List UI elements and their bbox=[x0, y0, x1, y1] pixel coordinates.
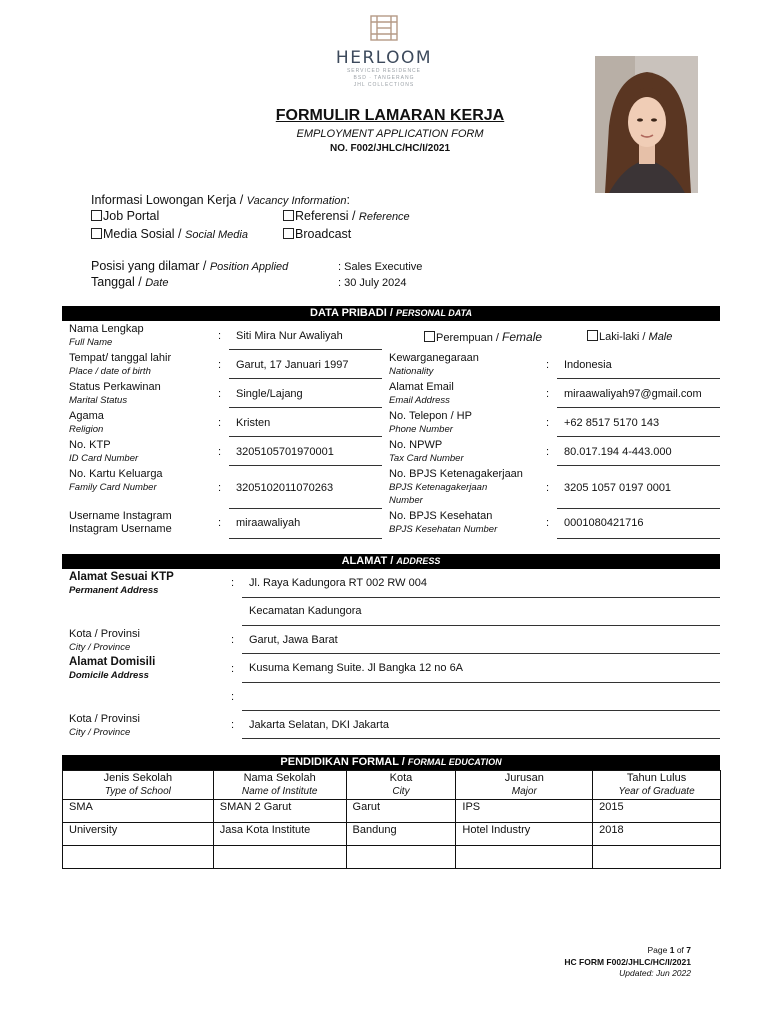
full-name-label: Nama Lengkap Full Name bbox=[69, 323, 144, 348]
logo-name: HERLOOM bbox=[335, 48, 433, 68]
colon: : bbox=[231, 719, 235, 731]
divider bbox=[557, 407, 720, 408]
npwp-value: 80.017.194 4-443.000 bbox=[564, 446, 672, 458]
applicant-photo bbox=[595, 56, 698, 193]
logo-line2: BSD · TANGERANG bbox=[353, 75, 415, 81]
divider bbox=[229, 407, 382, 408]
divider bbox=[557, 378, 720, 379]
colon: : bbox=[546, 482, 550, 494]
table-row bbox=[63, 846, 721, 869]
city-label-2: Kota / Provinsi City / Province bbox=[69, 713, 140, 738]
divider bbox=[557, 508, 720, 509]
colon: : bbox=[218, 446, 222, 458]
colon: : bbox=[218, 388, 222, 400]
kk-label: No. Kartu Keluarga Family Card Number bbox=[69, 468, 163, 493]
date-label: Tanggal / Date bbox=[91, 275, 169, 289]
colon: : bbox=[231, 663, 235, 675]
bpjs-tk-value: 3205 1057 0197 0001 bbox=[564, 482, 672, 494]
table-cell: University bbox=[63, 823, 214, 846]
full-name-value: Siti Mira Nur Awaliyah bbox=[236, 330, 343, 342]
herloom-logo-icon bbox=[369, 14, 399, 42]
divider bbox=[557, 436, 720, 437]
ktp-address-line1: Jl. Raya Kadungora RT 002 RW 004 bbox=[249, 577, 427, 589]
nationality-label: Kewarganegaraan Nationality bbox=[389, 352, 479, 377]
section-header-education: PENDIDIKAN FORMAL / FORMAL EDUCATION bbox=[62, 755, 720, 770]
table-cell bbox=[593, 846, 721, 869]
instagram-label: Username Instagram Instagram Username bbox=[69, 510, 172, 535]
education-table bbox=[62, 770, 721, 869]
checkbox-female[interactable] bbox=[424, 331, 435, 342]
option-referensi[interactable]: Referensi / Reference bbox=[283, 209, 410, 223]
table-row bbox=[63, 823, 721, 846]
colon: : bbox=[546, 417, 550, 429]
colon: : bbox=[231, 634, 235, 646]
colon: : bbox=[218, 417, 222, 429]
column-header: Nama Sekolah Name of Institute bbox=[213, 771, 346, 800]
city-value-1: Garut, Jawa Barat bbox=[249, 634, 338, 646]
ktp-address-label: Alamat Sesuai KTP Permanent Address bbox=[69, 571, 174, 596]
city-value-2: Jakarta Selatan, DKI Jakarta bbox=[249, 719, 390, 731]
phone-value: +62 8517 5170 143 bbox=[564, 417, 660, 429]
form-number: NO. F002/JHLC/HC/I/2021 bbox=[329, 143, 451, 154]
column-header: Jenis Sekolah Type of School bbox=[63, 771, 214, 800]
table-row bbox=[63, 800, 721, 823]
instagram-value: miraawaliyah bbox=[236, 517, 301, 529]
divider bbox=[242, 738, 720, 739]
option-broadcast[interactable]: Broadcast bbox=[283, 227, 351, 241]
form-subtitle: EMPLOYMENT APPLICATION FORM bbox=[296, 128, 484, 140]
table-cell: Hotel Industry bbox=[456, 823, 593, 846]
divider bbox=[242, 625, 720, 626]
logo-line3: JHL COLLECTIONS bbox=[353, 82, 415, 88]
form-title-block bbox=[200, 107, 580, 154]
colon: : bbox=[231, 577, 235, 589]
table-cell: SMAN 2 Garut bbox=[213, 800, 346, 823]
colon: : bbox=[546, 446, 550, 458]
marital-label: Status Perkawinan Marital Status bbox=[69, 381, 161, 406]
phone-label: No. Telepon / HP Phone Number bbox=[389, 410, 472, 435]
divider bbox=[229, 465, 382, 466]
divider bbox=[229, 508, 382, 509]
logo-line1: SERVICED RESIDENCE bbox=[346, 68, 422, 74]
table-cell: IPS bbox=[456, 800, 593, 823]
table-cell bbox=[213, 846, 346, 869]
vacancy-info-label: Informasi Lowongan Kerja / Vacancy Information: bbox=[91, 193, 350, 207]
divider bbox=[557, 465, 720, 466]
table-header-row bbox=[63, 771, 721, 800]
ktp-label: No. KTP ID Card Number bbox=[69, 439, 139, 464]
npwp-label: No. NPWP Tax Card Number bbox=[389, 439, 464, 464]
bpjs-kes-value: 0001080421716 bbox=[564, 517, 644, 529]
column-header: Jurusan Major bbox=[456, 771, 593, 800]
ktp-value: 3205105701970001 bbox=[236, 446, 334, 458]
divider bbox=[229, 378, 382, 379]
divider bbox=[229, 349, 382, 350]
table-cell: 2018 bbox=[593, 823, 721, 846]
table-cell: 2015 bbox=[593, 800, 721, 823]
gender-female-option[interactable]: Perempuan / Female bbox=[424, 330, 542, 344]
checkbox-male[interactable] bbox=[587, 330, 598, 341]
email-value: miraawaliyah97@gmail.com bbox=[564, 388, 702, 400]
table-cell bbox=[456, 846, 593, 869]
table-cell: Jasa Kota Institute bbox=[213, 823, 346, 846]
section-header-address: ALAMAT / ADDRESS bbox=[62, 554, 720, 569]
divider bbox=[242, 710, 720, 711]
domicile-address-line1: Kusuma Kemang Suite. Jl Bangka 12 no 6A bbox=[249, 662, 464, 674]
birth-label: Tempat/ tanggal lahir Place / date of birth bbox=[69, 352, 172, 377]
bpjs-tk-label: No. BPJS Ketenagakerjaan BPJS Ketenagakerjaan Number bbox=[389, 468, 523, 506]
gender-male-option[interactable]: Laki-laki / Male bbox=[587, 330, 672, 343]
option-job-portal[interactable]: Job Portal bbox=[91, 209, 159, 223]
divider bbox=[242, 682, 720, 683]
footer-form-code: HC FORM F002/JHLC/HC/I/2021 bbox=[564, 957, 691, 967]
kk-value: 3205102011070263 bbox=[236, 482, 334, 494]
birth-value: Garut, 17 Januari 1997 bbox=[236, 359, 349, 371]
checkbox-referensi[interactable] bbox=[283, 210, 294, 221]
domicile-address-label: Alamat Domisili Domicile Address bbox=[69, 656, 156, 681]
divider bbox=[242, 597, 720, 598]
company-logo bbox=[320, 14, 448, 89]
section-header-personal: DATA PRIBADI / PERSONAL DATA bbox=[62, 306, 720, 321]
checkbox-media-sosial[interactable] bbox=[91, 228, 102, 239]
colon: : bbox=[546, 388, 550, 400]
religion-value: Kristen bbox=[236, 417, 271, 429]
checkbox-broadcast[interactable] bbox=[283, 228, 294, 239]
divider bbox=[557, 538, 720, 539]
footer-updated: Updated: Jun 2022 bbox=[619, 968, 691, 978]
column-header: Tahun Lulus Year of Graduate bbox=[593, 771, 721, 800]
form-title: FORMULIR LAMARAN KERJA bbox=[275, 107, 505, 124]
colon: : bbox=[546, 517, 550, 529]
option-media-sosial[interactable]: Media Sosial / Social Media bbox=[91, 227, 248, 241]
table-cell: SMA bbox=[63, 800, 214, 823]
colon: : bbox=[218, 517, 222, 529]
position-label: Posisi yang dilamar / Position Applied bbox=[91, 259, 289, 273]
nationality-value: Indonesia bbox=[564, 359, 612, 371]
table-cell: Garut bbox=[346, 800, 456, 823]
email-label: Alamat Email Email Address bbox=[389, 381, 454, 406]
marital-value: Single/Lajang bbox=[236, 388, 303, 400]
divider bbox=[229, 538, 382, 539]
colon: : bbox=[218, 482, 222, 494]
religion-label: Agama Religion bbox=[69, 410, 104, 435]
ktp-address-line2: Kecamatan Kadungora bbox=[249, 605, 362, 617]
position-value: : Sales Executive bbox=[338, 261, 423, 273]
colon: : bbox=[218, 359, 222, 371]
bpjs-kes-label: No. BPJS Kesehatan BPJS Kesehatan Number bbox=[389, 510, 498, 535]
table-cell: Bandung bbox=[346, 823, 456, 846]
checkbox-job-portal[interactable] bbox=[91, 210, 102, 221]
colon: : bbox=[546, 359, 550, 371]
date-value: : 30 July 2024 bbox=[338, 277, 407, 289]
table-cell bbox=[63, 846, 214, 869]
colon: : bbox=[218, 330, 222, 342]
page-number: Page 1 of 7 bbox=[647, 945, 691, 955]
colon: : bbox=[231, 691, 235, 703]
city-label-1: Kota / Provinsi City / Province bbox=[69, 628, 140, 653]
column-header: Kota City bbox=[346, 771, 456, 800]
table-cell bbox=[346, 846, 456, 869]
divider bbox=[242, 653, 720, 654]
divider bbox=[229, 436, 382, 437]
